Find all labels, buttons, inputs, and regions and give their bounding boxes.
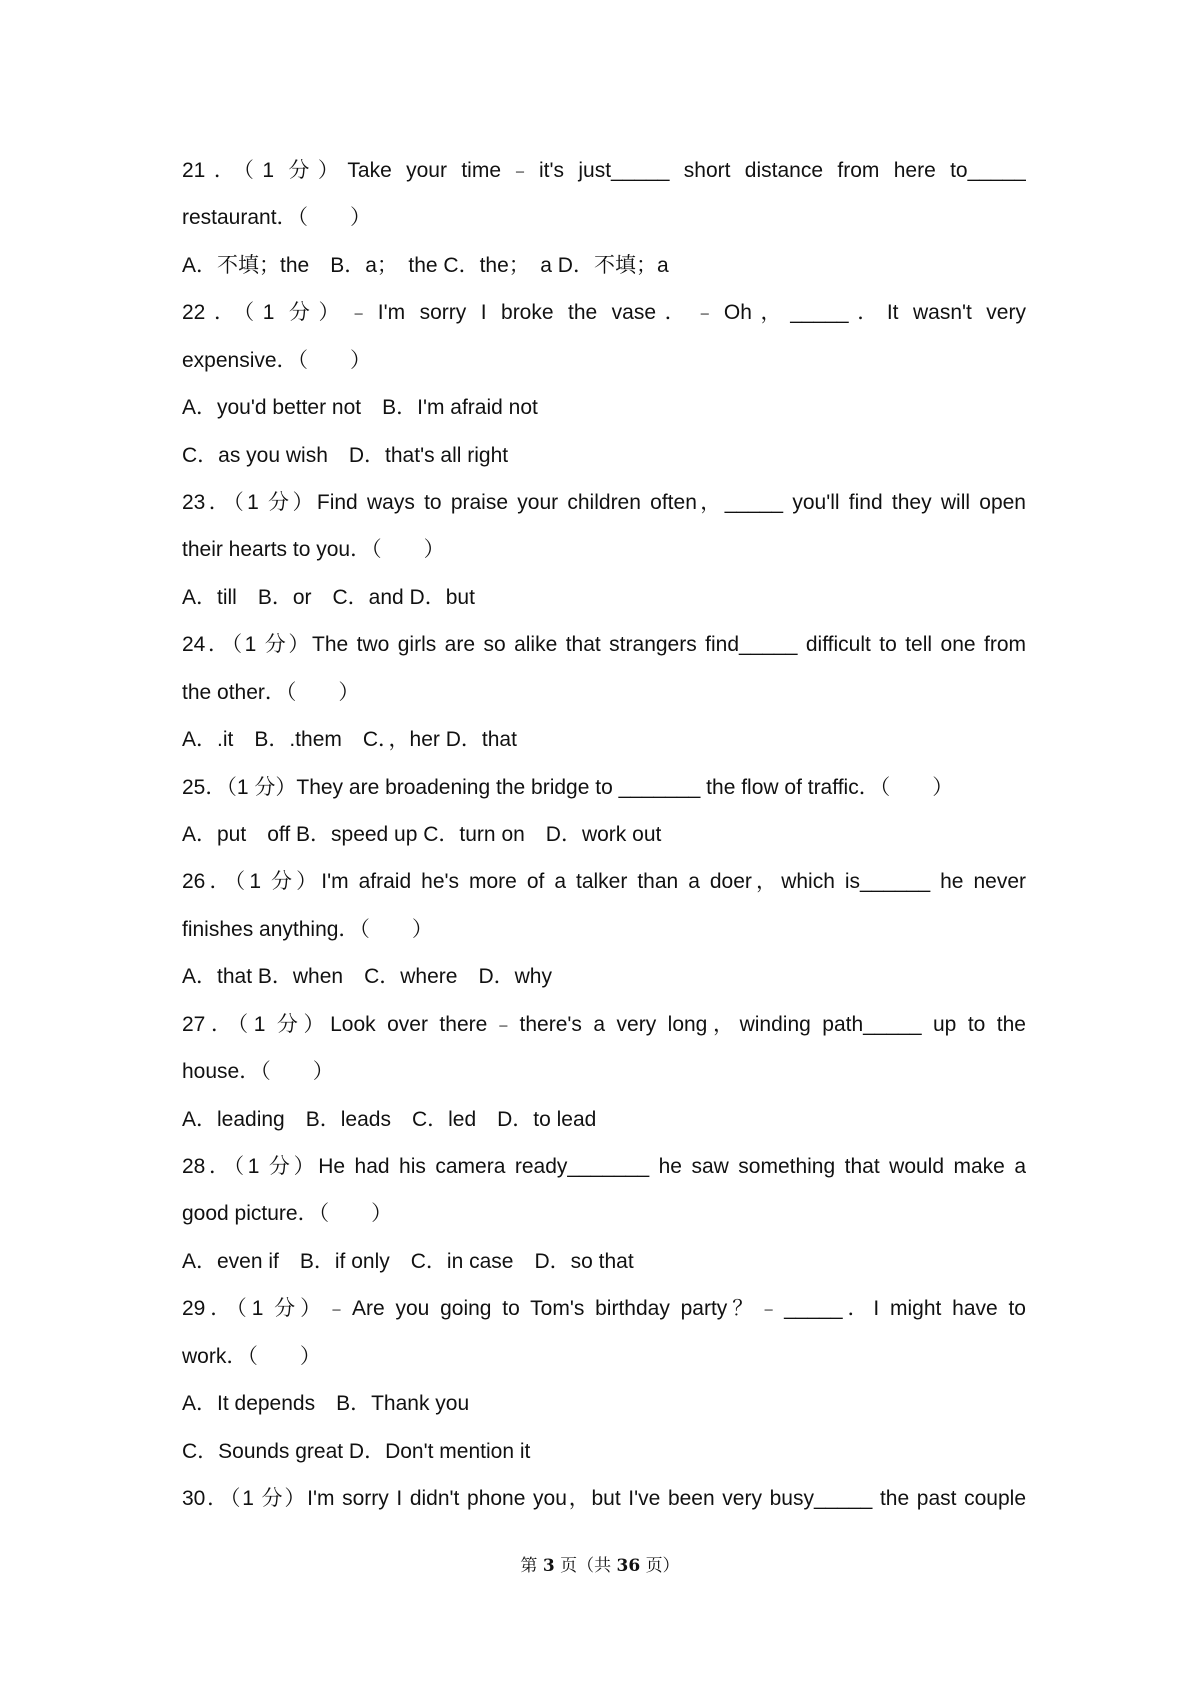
text-line: 26．（1 分）I'm afraid he's more of a talker than a doer，which is______ he never [182,870,1026,894]
text-line: 22．（1 分）﹣I'm sorry I broke the vase．﹣Oh，_____．It wasn't very [182,301,1026,325]
footer-page-number: 3 [542,1556,555,1576]
page-footer [0,1551,1200,1581]
footer-middle: 页（共 [560,1556,612,1576]
text-line: 23．（1 分）Find ways to praise your children often，_____ you'll find they will open [182,491,1026,514]
footer-suffix: 页） [645,1556,680,1576]
text-line: 29．（1 分）﹣Are you going to Tom's birthday party？﹣_____．I might have to [182,1297,1026,1321]
text-line: expensive．（ ） [182,348,372,372]
text-line: A．till B．or C．and D．but [182,585,475,609]
text-line: A．put off B．speed up C．turn on D．work out [182,823,662,847]
text-line: A．leading B．leads C．led D．to lead [182,1107,597,1131]
text-line: restaurant．（ ） [182,206,372,230]
text-line: 24．（1 分）The two girls are so alike that strangers find_____ difficult to tell one from [182,633,1026,657]
text-line: 27．（1 分）Look over there﹣there's a very long，winding path_____ up to the [182,1012,1026,1036]
text-line: the other．（ ） [182,680,360,704]
text-line: A．不填；the B．a； the C．the； a D．不填；a [182,253,669,277]
text-line: A．you'd better not B．I'm afraid not [182,396,538,420]
text-line: 21．（1 分）Take your time﹣it's just_____ short distance from here to_____ [182,159,1026,182]
text-line: 30．（1 分）I'm sorry I didn't phone you，but I've been very busy_____ the past couple [182,1487,1026,1511]
text-line: A．that B．when C．where D．why [182,965,552,989]
footer-total-pages: 36 [616,1556,641,1576]
text-line: good picture．（ ） [182,1202,393,1226]
text-line: work．（ ） [182,1344,321,1368]
text-line: A．It depends B．Thank you [182,1392,470,1416]
text-line: their hearts to you．（ ） [182,538,445,562]
text-line: C．Sounds great D．Don't mention it [182,1439,531,1463]
text-line: 28．（1 分）He had his camera ready_______ he saw something that would make a [182,1155,1026,1179]
text-line: A．even if B．if only C．in case D．so that [182,1249,634,1273]
footer-prefix: 第 [520,1556,538,1576]
text-line: A．.it B．.them C．，her D．that [182,728,517,752]
text-line: C．as you wish D．that's all right [182,443,509,467]
text-line: house．（ ） [182,1060,334,1084]
text-line: finishes anything．（ ） [182,917,433,941]
text-line: 25．（1 分）They are broadening the bridge to _______ the flow of traffic．（ ） [182,775,954,799]
